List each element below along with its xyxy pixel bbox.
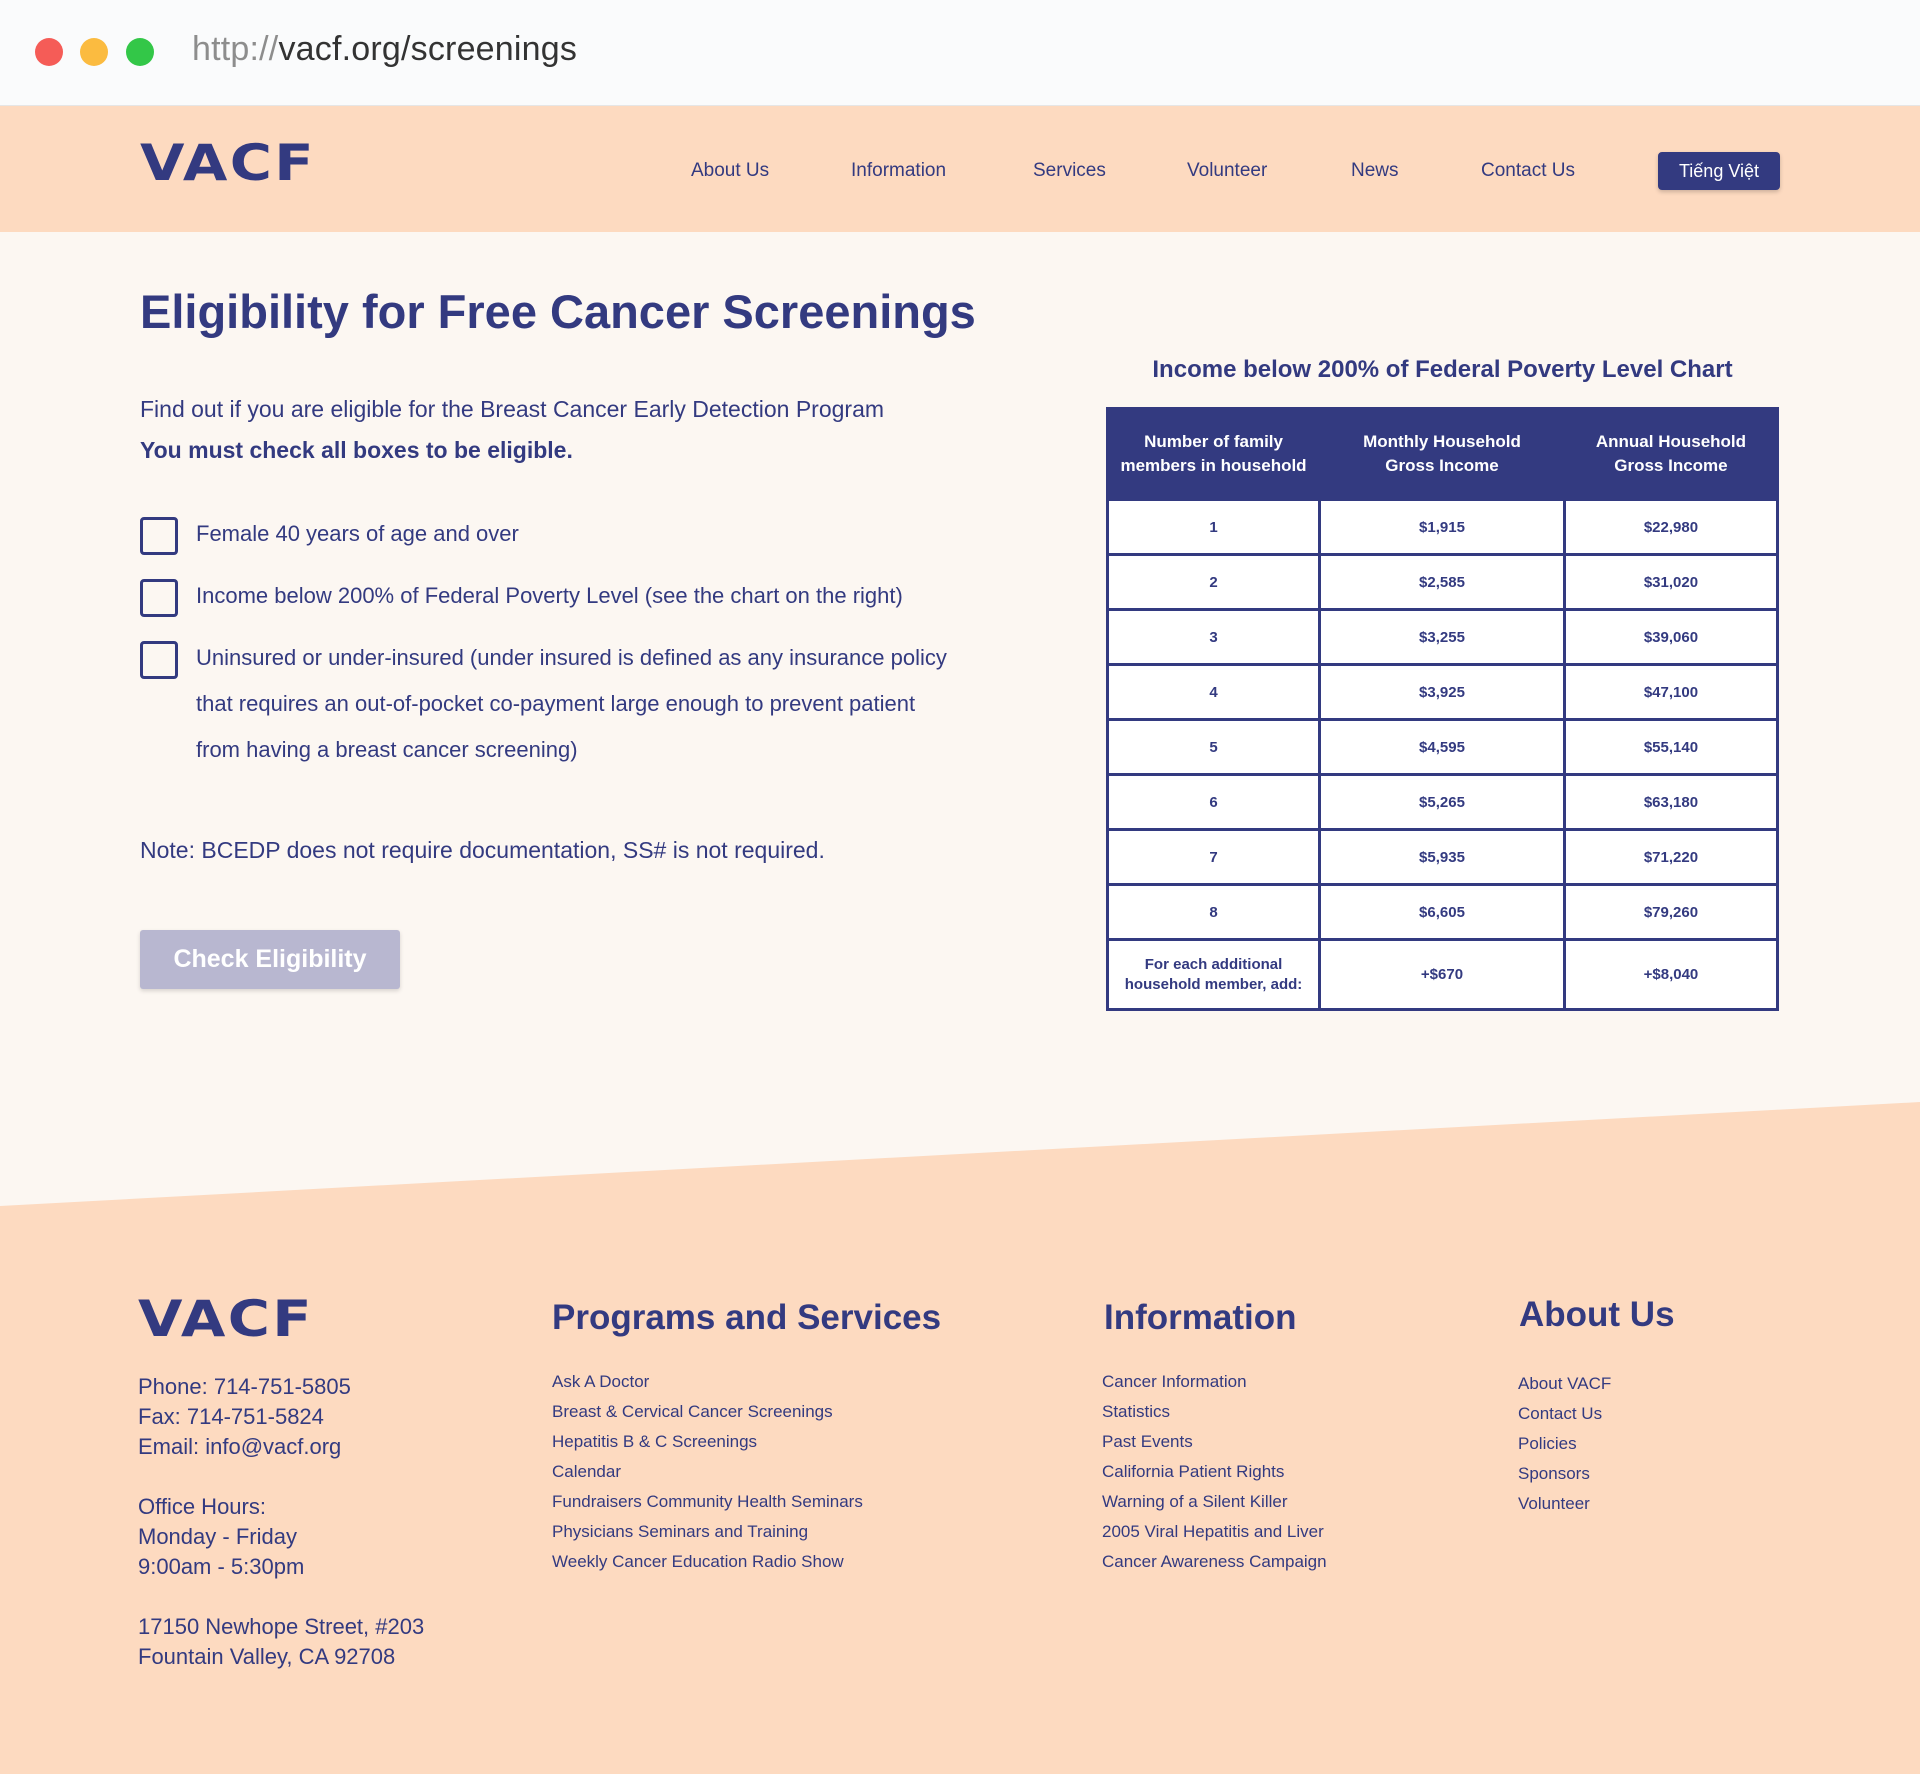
nav-news[interactable]: News xyxy=(1351,160,1399,181)
cell-annual: $31,020 xyxy=(1564,555,1777,610)
table-row-additional-member xyxy=(1108,940,1778,1010)
cell-monthly: $5,935 xyxy=(1320,830,1565,885)
header-family-members xyxy=(1108,409,1320,500)
age-checkbox[interactable] xyxy=(140,517,178,555)
must-check-text: You must check all boxes to be eligible. xyxy=(140,437,573,463)
footer-link-viral-hepatitis[interactable]: 2005 Viral Hepatitis and Liver xyxy=(1102,1522,1324,1541)
cell-members: 6 xyxy=(1108,775,1320,830)
footer-link-silent-killer[interactable]: Warning of a Silent Killer xyxy=(1102,1492,1288,1511)
cell-members: 5 xyxy=(1108,720,1320,775)
additional-label-line: household member, add: xyxy=(1124,975,1303,993)
insurance-checkbox-label-line1[interactable]: Uninsured or under-insured (under insured is defined as any insurance policy xyxy=(196,645,947,670)
footer-link-sponsors[interactable]: Sponsors xyxy=(1518,1464,1590,1483)
address-bar[interactable] xyxy=(192,30,577,69)
cell-additional-label xyxy=(1108,940,1320,1010)
footer-phone: Phone: 714-751-5805 xyxy=(138,1374,351,1399)
maximize-window-icon[interactable] xyxy=(126,38,154,66)
footer-link-calendar[interactable]: Calendar xyxy=(552,1462,621,1481)
nav-services[interactable]: Services xyxy=(1033,160,1106,181)
footer-link-ask-doctor[interactable]: Ask A Doctor xyxy=(552,1372,650,1391)
footer-link-policies[interactable]: Policies xyxy=(1518,1434,1577,1453)
footer-background xyxy=(0,1090,1920,1774)
footer-hours-label: Office Hours: xyxy=(138,1494,266,1519)
income-checkbox-label[interactable]: Income below 200% of Federal Poverty Level (see the chart on the right) xyxy=(196,583,903,608)
age-checkbox-label[interactable]: Female 40 years of age and over xyxy=(196,521,519,546)
footer-link-contact-us[interactable]: Contact Us xyxy=(1518,1404,1603,1423)
footer-about-heading: About Us xyxy=(1519,1295,1675,1334)
cell-annual: $47,100 xyxy=(1564,665,1777,720)
footer-link-breast-cervical[interactable]: Breast & Cervical Cancer Screenings xyxy=(552,1402,833,1421)
cell-monthly: $2,585 xyxy=(1320,555,1565,610)
cell-members: 3 xyxy=(1108,610,1320,665)
nav-information[interactable]: Information xyxy=(851,160,947,181)
cell-members: 1 xyxy=(1108,500,1320,555)
footer-address-city: Fountain Valley, CA 92708 xyxy=(138,1644,396,1669)
footer-link-volunteer[interactable]: Volunteer xyxy=(1518,1494,1590,1513)
cell-monthly: $3,925 xyxy=(1320,665,1565,720)
header-line: Annual Household xyxy=(1595,432,1747,451)
cell-monthly: $3,255 xyxy=(1320,610,1565,665)
cell-additional-annual: +$8,040 xyxy=(1564,940,1777,1010)
cell-members: 7 xyxy=(1108,830,1320,885)
header-logo[interactable]: VACF xyxy=(140,134,316,192)
nav-contact-us[interactable]: Contact Us xyxy=(1481,160,1575,181)
footer-link-fundraisers[interactable]: Fundraisers Community Health Seminars xyxy=(552,1492,863,1511)
table-row xyxy=(1108,500,1778,555)
header-line: Gross Income xyxy=(1385,456,1499,475)
footer-link-physicians[interactable]: Physicians Seminars and Training xyxy=(552,1522,809,1541)
footer-link-statistics[interactable]: Statistics xyxy=(1102,1402,1171,1421)
footer-link-hepatitis[interactable]: Hepatitis B & C Screenings xyxy=(552,1432,758,1451)
insurance-checkbox[interactable] xyxy=(140,641,178,679)
check-eligibility-button[interactable]: Check Eligibility xyxy=(140,930,400,989)
footer-programs-heading: Programs and Services xyxy=(552,1298,942,1337)
intro-text: Find out if you are eligible for the Breast Cancer Early Detection Program xyxy=(140,396,885,422)
income-chart-table xyxy=(1106,407,1779,1011)
documentation-note: Note: BCEDP does not require documentation, SS# is not required. xyxy=(140,837,825,863)
income-checkbox[interactable] xyxy=(140,579,178,617)
footer-link-cancer-info[interactable]: Cancer Information xyxy=(1102,1372,1247,1391)
header-line: members in household xyxy=(1120,456,1307,475)
footer-link-patient-rights[interactable]: California Patient Rights xyxy=(1102,1462,1285,1481)
table-row xyxy=(1108,885,1778,940)
insurance-checkbox-label-line2[interactable]: that requires an out-of-pocket co-payment large enough to prevent patient xyxy=(196,691,916,716)
footer-link-radio-show[interactable]: Weekly Cancer Education Radio Show xyxy=(552,1552,844,1571)
income-chart-title: Income below 200% of Federal Poverty Level Chart xyxy=(1152,356,1733,383)
cell-annual: $71,220 xyxy=(1564,830,1777,885)
nav-volunteer[interactable]: Volunteer xyxy=(1187,160,1268,181)
footer-logo[interactable]: VACF xyxy=(138,1290,314,1348)
table-row xyxy=(1108,555,1778,610)
cell-annual: $79,260 xyxy=(1564,885,1777,940)
footer-link-awareness[interactable]: Cancer Awareness Campaign xyxy=(1102,1552,1327,1571)
table-row xyxy=(1108,830,1778,885)
cell-annual: $22,980 xyxy=(1564,500,1777,555)
footer-hours-time: 9:00am - 5:30pm xyxy=(138,1554,305,1579)
footer-link-past-events[interactable]: Past Events xyxy=(1102,1432,1193,1451)
url-protocol: http:// xyxy=(192,30,279,68)
cell-monthly: $5,265 xyxy=(1320,775,1565,830)
minimize-window-icon[interactable] xyxy=(80,38,108,66)
table-row xyxy=(1108,775,1778,830)
cell-monthly: $6,605 xyxy=(1320,885,1565,940)
table-row xyxy=(1108,610,1778,665)
footer-link-about-vacf[interactable]: About VACF xyxy=(1518,1374,1612,1393)
cell-members: 2 xyxy=(1108,555,1320,610)
cell-annual: $39,060 xyxy=(1564,610,1777,665)
footer-hours-days: Monday - Friday xyxy=(138,1524,297,1549)
footer-address-street: 17150 Newhope Street, #203 xyxy=(138,1614,425,1639)
cell-monthly: $4,595 xyxy=(1320,720,1565,775)
cell-members: 8 xyxy=(1108,885,1320,940)
table-row xyxy=(1108,665,1778,720)
url-path: vacf.org/screenings xyxy=(278,30,578,68)
site-header xyxy=(0,106,1920,232)
browser-chrome xyxy=(0,0,1920,106)
page-title: Eligibility for Free Cancer Screenings xyxy=(140,285,976,338)
footer-email[interactable]: Email: info@vacf.org xyxy=(138,1434,342,1459)
cell-monthly: $1,915 xyxy=(1320,500,1565,555)
cell-annual: $55,140 xyxy=(1564,720,1777,775)
table-header-row xyxy=(1108,409,1778,500)
additional-label-line: For each additional xyxy=(1144,955,1283,973)
cell-annual: $63,180 xyxy=(1564,775,1777,830)
header-annual-income xyxy=(1564,409,1777,500)
close-window-icon[interactable] xyxy=(35,38,63,66)
footer-fax: Fax: 714-751-5824 xyxy=(138,1404,324,1429)
header-line: Number of family xyxy=(1144,432,1283,451)
nav-about-us[interactable]: About Us xyxy=(691,160,770,181)
insurance-checkbox-label-line3[interactable]: from having a breast cancer screening) xyxy=(196,737,578,762)
header-monthly-income xyxy=(1320,409,1565,500)
footer-information-heading: Information xyxy=(1104,1298,1297,1337)
language-toggle-button[interactable]: Tiếng Việt xyxy=(1658,152,1780,190)
header-line: Monthly Household xyxy=(1363,432,1521,451)
header-line: Gross Income xyxy=(1614,456,1728,475)
table-row xyxy=(1108,720,1778,775)
cell-members: 4 xyxy=(1108,665,1320,720)
cell-additional-monthly: +$670 xyxy=(1320,940,1565,1010)
